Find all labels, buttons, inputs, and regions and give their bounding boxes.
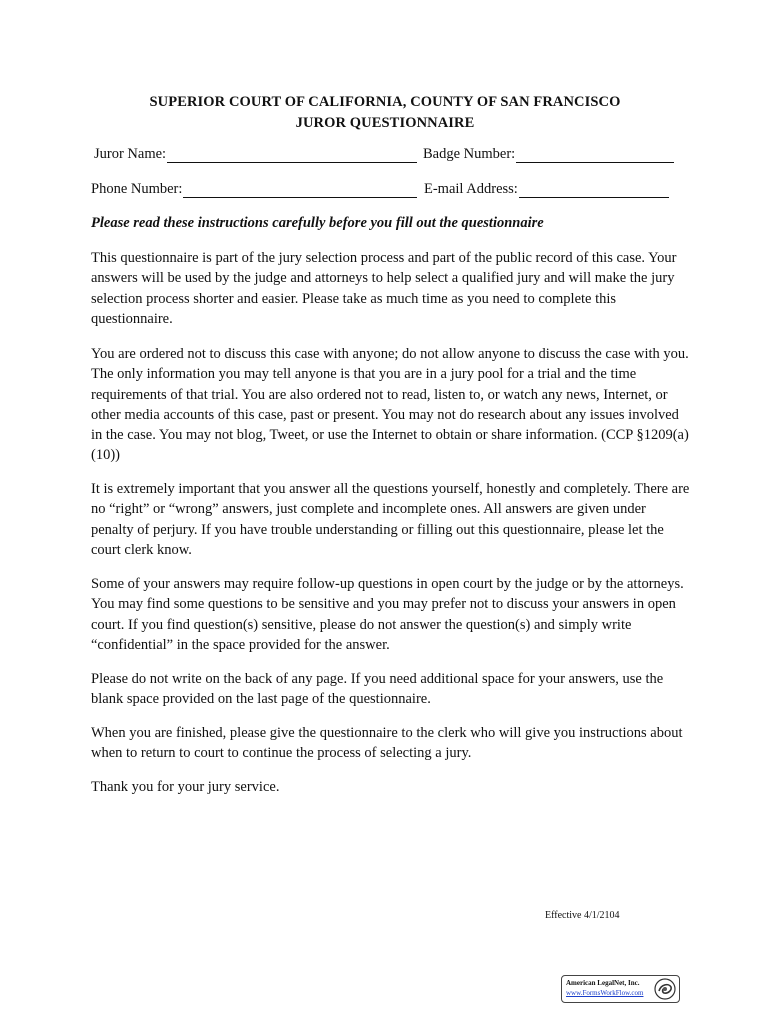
phone-number-label: Phone Number: — [91, 181, 183, 197]
court-name: SUPERIOR COURT OF CALIFORNIA, COUNTY OF SAN FRANCISCO — [149, 94, 621, 110]
badge-number-label: Badge Number: — [423, 146, 516, 162]
instructions-heading: Please read these instructions carefully before you fill out the questionnaire — [91, 215, 544, 231]
phone-number-line[interactable] — [183, 183, 417, 198]
paragraph-sensitive-questions: Some of your answers may require follow-up questions in open court by the judge or by the attorneys. You may find some questions to be sensitive and you may prefer not to discuss your answers in open court. If you find question(s) sensitive, please do not answer the question(s) and simply write “confidential” in the space provided for the answer. — [91, 576, 684, 653]
juror-name-line[interactable] — [167, 148, 417, 163]
paragraph-back-of-page: Please do not write on the back of any page. If you need additional space for your answers, use the blank space provided on the last page of the questionnaire. — [91, 671, 664, 708]
email-field[interactable] — [424, 181, 669, 198]
email-line[interactable] — [519, 183, 669, 198]
publisher-link[interactable]: www.FormsWorkFlow.com — [566, 989, 644, 997]
paragraph-honesty: It is extremely important that you answer all the questions yourself, honestly and completely. There are no “right” or “wrong” answers, just complete and incomplete ones. All answers are given under penalty of perjury. If you have trouble understanding or filling out this questionnaire, please let the court clerk know. — [91, 481, 690, 558]
publisher-badge[interactable] — [561, 975, 680, 1003]
badge-number-line[interactable] — [516, 148, 674, 163]
publisher-logo-icon — [654, 978, 676, 1000]
effective-date: Effective 4/1/2104 — [545, 910, 620, 921]
badge-number-field[interactable] — [423, 146, 674, 163]
paragraph-purpose: This questionnaire is part of the jury selection process and part of the public record of this case. Your answers will be used by the judge and attorneys to help select a qualified jury and will make the jury selection process shorter and easier. Please take as much time as you need to complete this questionnaire. — [91, 250, 677, 327]
paragraph-thank-you: Thank you for your jury service. — [91, 779, 280, 795]
email-label: E-mail Address: — [424, 181, 518, 197]
juror-name-label: Juror Name: — [94, 146, 167, 162]
paragraph-when-finished: When you are finished, please give the questionnaire to the clerk who will give you instructions about when to return to court to continue the process of selecting a jury. — [91, 725, 683, 762]
publisher-name: American LegalNet, Inc. — [566, 979, 640, 987]
paragraph-discussion-order: You are ordered not to discuss this case with anyone; do not allow anyone to discuss the case with you. The only information you may tell anyone is that you are in a jury pool for a trial and the time requirements of that trial. You are also ordered not to read, listen to, or watch any news, Internet, or other media accounts of this case, past or present. You may not do research about any issues involved in the case. You may not blog, Tweet, or use the Internet to obtain or share information. (CCP §1209(a)(10)) — [91, 346, 689, 464]
juror-name-field[interactable] — [94, 146, 417, 163]
form-title: JUROR QUESTIONNAIRE — [295, 115, 475, 131]
phone-number-field[interactable] — [91, 181, 417, 198]
